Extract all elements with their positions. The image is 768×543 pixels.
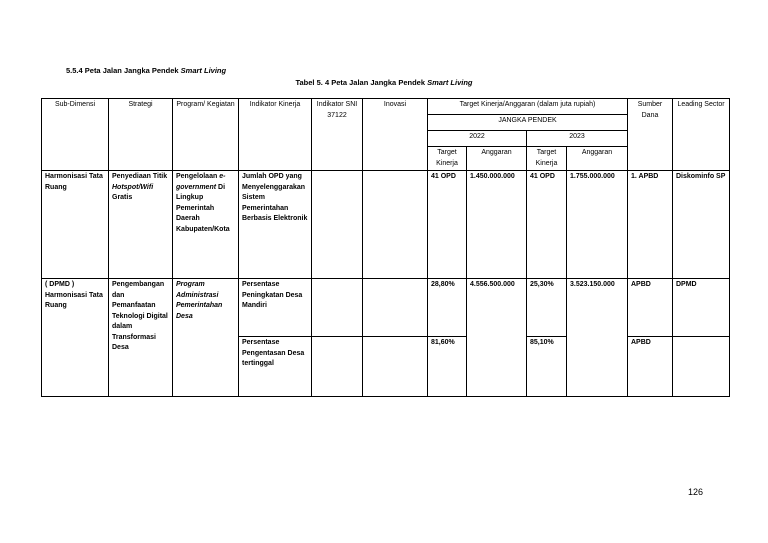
header-anggaran-2023: Anggaran xyxy=(567,147,628,171)
cell-inovasi xyxy=(363,171,428,279)
cell-target-2023: 25,30% xyxy=(527,279,567,337)
cell-target-2022: 28,80% xyxy=(428,279,467,337)
cell-indikator-sni xyxy=(312,279,363,337)
table-row xyxy=(42,279,730,337)
cell-anggaran-2022: 1.450.000.000 xyxy=(467,171,527,279)
header-target-group: Target Kinerja/Anggaran (dalam juta rupiah) xyxy=(428,99,628,115)
cell-indikator-kinerja: Persentase Peningkatan Desa Mandiri xyxy=(239,279,312,337)
cell-leading-sector-empty xyxy=(673,337,730,397)
header-target-kinerja-2023: Target Kinerja xyxy=(527,147,567,171)
header-target-kinerja-2022: Target Kinerja xyxy=(428,147,467,171)
header-jangka-pendek: JANGKA PENDEK xyxy=(428,115,628,131)
header-program: Program/ Kegiatan xyxy=(173,99,239,171)
cell-anggaran-2023: 3.523.150.000 xyxy=(567,279,628,397)
cell-sub-dimensi: Harmonisasi Tata Ruang xyxy=(42,171,109,279)
header-sub-dimensi: Sub-Dimensi xyxy=(42,99,109,171)
cell-indikator-sni xyxy=(312,337,363,397)
header-year-2023: 2023 xyxy=(527,131,628,147)
cell-sub-dimensi: ( DPMD ) Harmonisasi Tata Ruang xyxy=(42,279,109,397)
cell-target-2022: 81,60% xyxy=(428,337,467,397)
header-leading-sector: Leading Sector xyxy=(673,99,730,171)
cell-anggaran-2023: 1.755.000.000 xyxy=(567,171,628,279)
cell-indikator-sni xyxy=(312,171,363,279)
header-anggaran-2022: Anggaran xyxy=(467,147,527,171)
header-row xyxy=(42,99,730,115)
header-year-2022: 2022 xyxy=(428,131,527,147)
section-heading: 5.5.4 Peta Jalan Jangka Pendek Smart Living xyxy=(66,66,227,75)
cell-strategi: Penyediaan Titik Hotspot/Wifi Gratis xyxy=(109,171,173,279)
cell-inovasi xyxy=(363,337,428,397)
header-inovasi: Inovasi xyxy=(363,99,428,171)
cell-leading-sector: Diskominfo SP xyxy=(673,171,730,279)
table-caption: Tabel 5. 4 Peta Jalan Jangka Pendek Smart Living xyxy=(295,78,473,87)
cell-program: Program Administrasi Pemerintahan Desa xyxy=(173,279,239,397)
cell-leading-sector: DPMD xyxy=(673,279,730,337)
cell-sumber-dana: APBD xyxy=(628,279,673,337)
table-row xyxy=(42,171,730,279)
cell-sumber-dana: APBD xyxy=(628,337,673,397)
cell-inovasi xyxy=(363,279,428,337)
cell-indikator-kinerja: Jumlah OPD yang Menyelenggarakan Sistem Pemerintahan Berbasis Elektronik xyxy=(239,171,312,279)
roadmap-table xyxy=(41,98,730,397)
cell-target-2023: 41 OPD xyxy=(527,171,567,279)
cell-target-2022: 41 OPD xyxy=(428,171,467,279)
page-number: 126 xyxy=(688,487,704,497)
header-sumber-dana: Sumber Dana xyxy=(628,99,673,171)
header-indikator-sni: Indikator SNI 37122 xyxy=(312,99,363,171)
header-indikator-kinerja: Indikator Kinerja xyxy=(239,99,312,171)
cell-strategi: Pengembangan dan Pemanfaatan Teknologi Digital dalam Transformasi Desa xyxy=(109,279,173,397)
header-strategi: Strategi xyxy=(109,99,173,171)
cell-target-2023: 85,10% xyxy=(527,337,567,397)
cell-program: Pengelolaan e-government Di Lingkup Pemerintah Daerah Kabupaten/Kota xyxy=(173,171,239,279)
cell-anggaran-2022: 4.556.500.000 xyxy=(467,279,527,397)
cell-indikator-kinerja: Persentase Pengentasan Desa tertinggal xyxy=(239,337,312,397)
cell-sumber-dana: 1. APBD xyxy=(628,171,673,279)
